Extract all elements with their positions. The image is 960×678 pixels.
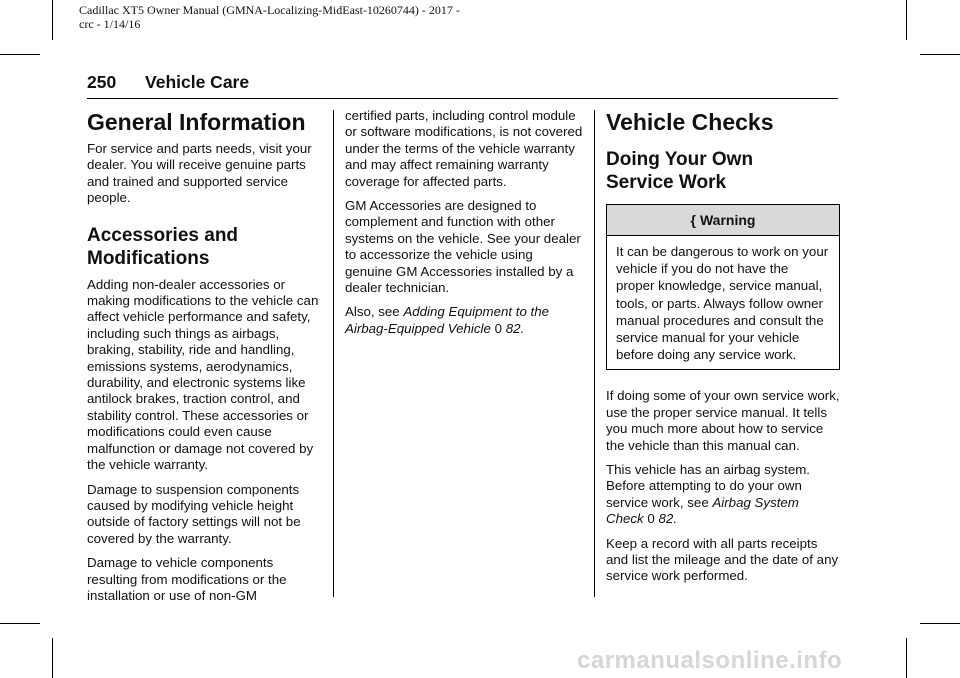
crop-mark bbox=[52, 0, 53, 40]
column-2 bbox=[345, 108, 583, 337]
paragraph: certified parts, including control module or software modifications, is not covered under the terms of the vehicle warranty and may affect remaining warranty coverage for affected parts. bbox=[345, 108, 583, 189]
running-head bbox=[87, 72, 249, 93]
paragraph: This vehicle has an airbag system. Before attempting to do your own service work, see Airbag System Check 0 82. bbox=[606, 462, 810, 527]
warning-box bbox=[606, 204, 840, 370]
section-title: Vehicle Care bbox=[145, 72, 250, 92]
paragraph: Also, see Adding Equipment to the Airbag-Equipped Vehicle 0 82. bbox=[345, 304, 550, 336]
print-header-line: Cadillac XT5 Owner Manual (GMNA-Localizing-MidEast-10260744) - 2017 - bbox=[79, 3, 460, 17]
header-rule bbox=[87, 98, 838, 99]
crop-mark bbox=[906, 0, 907, 40]
cross-reference-link[interactable]: Airbag System Check bbox=[606, 494, 799, 527]
crop-mark bbox=[920, 54, 960, 55]
paragraph: Keep a record with all parts receipts and list the mileage and the date of any service work performed. bbox=[606, 535, 839, 584]
heading-doing-your-own-service-work: Doing Your Own Service Work bbox=[606, 149, 754, 193]
warning-header bbox=[607, 205, 839, 236]
warning-icon: { bbox=[690, 212, 696, 228]
page-ref: 82 bbox=[505, 320, 521, 336]
print-header-line: crc - 1/14/16 bbox=[79, 17, 141, 31]
crop-mark bbox=[52, 638, 53, 678]
page-ref-icon: 0 bbox=[494, 320, 502, 336]
page-number: 250 bbox=[87, 72, 117, 92]
watermark-logo: carmanualsonline.info bbox=[577, 647, 843, 674]
crop-mark bbox=[906, 638, 907, 678]
page-ref-icon: 0 bbox=[647, 511, 655, 527]
crop-mark bbox=[0, 54, 40, 55]
crop-mark bbox=[0, 623, 40, 624]
warning-body bbox=[607, 236, 839, 369]
page-ref: 82 bbox=[658, 511, 674, 527]
paragraph: If doing some of your own service work, use the proper service manual. It tells you much more about how to service the vehicle than this manual can. bbox=[606, 388, 840, 453]
paragraph: Damage to suspension components caused by modifying vehicle height outside of factory settings will not be covered by the warranty. bbox=[87, 481, 301, 546]
cross-reference-link[interactable]: Adding Equipment to the Airbag-Equipped Vehicle bbox=[345, 304, 550, 336]
heading-vehicle-checks: Vehicle Checks bbox=[606, 109, 774, 135]
print-header bbox=[79, 3, 509, 31]
column-1 bbox=[87, 108, 323, 604]
column-3 bbox=[606, 108, 840, 585]
column-divider bbox=[594, 110, 595, 597]
warning-title: Warning bbox=[699, 212, 756, 228]
paragraph: For service and parts needs, visit your dealer. You will receive genuine parts and trained and supported service people. bbox=[87, 141, 312, 206]
heading-general-information: General Information bbox=[87, 109, 306, 135]
paragraph: GM Accessories are designed to complement and function with other systems on the vehicle. See your dealer to accessorize the vehicle using genuine GM Accessories installed by a dealer technician. bbox=[345, 198, 581, 296]
heading-accessories: Accessories and Modifications bbox=[87, 224, 239, 269]
crop-mark bbox=[920, 623, 960, 624]
column-divider bbox=[333, 110, 334, 597]
paragraph: Damage to vehicle components resulting from modifications or the installation or use of non-GM bbox=[87, 555, 287, 603]
paragraph: Adding non-dealer accessories or making modifications to the vehicle can affect vehicle performance and safety, including such things as airbags, braking, stability, ride and handling, emissions systems, aerodynamics, durability, and electronic systems like antilock brakes, traction control, and stability control. These accessories or modifications could even cause malfunction or damage not covered by the vehicle warranty. bbox=[87, 276, 319, 473]
warning-text: It can be dangerous to work on your vehicle if you do not have the proper knowledge, service manual, tools, or parts. Always follow owner manual procedures and consult the service manual for your vehicle before doing any service work. bbox=[616, 244, 829, 363]
